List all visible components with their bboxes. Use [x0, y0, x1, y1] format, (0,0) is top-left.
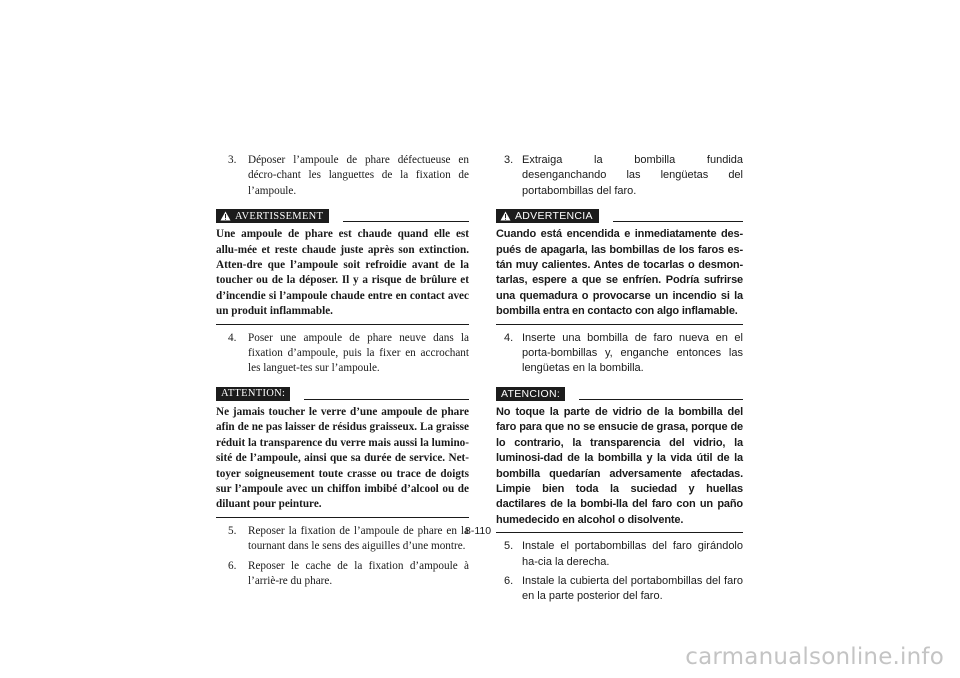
step-number: 3.: [504, 154, 514, 166]
warning-triangle-icon: [220, 211, 231, 221]
step-text: Instale el portabombillas del faro girándolo ha-cia la derecha.: [522, 540, 743, 568]
step-number: 5.: [228, 524, 237, 537]
step-text: Reposer le cache de la fixation d’ampoule à l’arriè-re du phare.: [248, 559, 469, 587]
step-text: Inserte una bombilla de faro nueva en el porta-bombillas y, enganche entonces las lengüetas en la bombilla.: [522, 331, 743, 375]
es-warning-badge: [496, 209, 599, 223]
es-step-5: [496, 539, 743, 570]
step-text: Reposer la fixation de l’ampoule de phare en la tournant dans le sens des aiguilles d’une montre.: [248, 524, 469, 553]
fr-step-6: [216, 559, 469, 590]
step-number: 6.: [504, 574, 514, 587]
french-column: [216, 153, 469, 593]
es-step-6: [496, 574, 743, 605]
fr-warning-text: Une ampoule de phare est chaude quand elle est allu-mée et reste chaude juste après son extinction. Atten-dre que l’ampoule soit refroidie avant de la toucher ou de la déposer. Il y a risque de brûlure et d’incendie si l’ampoule chaude entre en contact avec un produit inflammable.: [216, 227, 469, 324]
watermark: carmanualsonline.info: [685, 644, 944, 670]
step-text: Instale la cubierta del portabombillas del faro en la parte posterior del faro.: [522, 574, 743, 603]
step-number: 4.: [228, 331, 237, 344]
fr-warning-header: [216, 205, 469, 223]
page-number: 8-110: [465, 525, 492, 537]
divider: [613, 221, 743, 222]
fr-caution-badge: [216, 387, 290, 401]
fr-warning-badge: [216, 209, 329, 223]
es-warning-text: Cuando está encendida e inmediatamente des-pués de apagarla, las bombillas de los faros es-tán muy calientes. Antes de tocarlas o desmon-tarlas, espere a que se enfríen. Podría sufrirse una quemadura o provocarse un incendio si la bombilla entra en contacto con algo inflamable.: [496, 227, 743, 324]
es-caution-header: [496, 383, 743, 401]
step-number: 4.: [504, 331, 514, 344]
warning-triangle-icon: [500, 211, 511, 221]
es-caution-text: No toque la parte de vidrio de la bombilla del faro para que no se ensucie de grasa, porque de lo contrario, la transparencia del vidrio, la luminosi-dad de la bombilla y la vida útil de la bombilla quedarían adversamente afectadas. Limpie bien toda la suciedad y huellas dactilares de la bombi-lla del faro con un paño humedecido en alcohol o disolvente.: [496, 405, 743, 533]
fr-caution-header: [216, 383, 469, 401]
step-text: Déposer l’ampoule de phare défectueuse en décro-chant les languettes de la fixation de l’ampoule.: [248, 154, 469, 197]
es-step-3: [496, 153, 743, 199]
spanish-column: [496, 153, 743, 609]
fr-step-4: [216, 331, 469, 377]
divider: [579, 399, 743, 400]
step-text: Extraiga la bombilla fundida desenganchando las lengüetas del portabombillas del faro.: [522, 154, 743, 197]
caution-label: ATENCION:: [501, 387, 561, 400]
step-number: 3.: [228, 154, 237, 166]
es-step-4: [496, 331, 743, 377]
fr-step-5: [216, 524, 469, 555]
warning-label: AVERTISSEMENT: [235, 210, 324, 222]
warning-label: ADVERTENCIA: [515, 210, 593, 223]
es-caution-badge: [496, 387, 565, 401]
caution-label: ATTENTION:: [221, 388, 286, 400]
step-number: 5.: [504, 540, 514, 553]
step-text: Poser une ampoule de phare neuve dans la fixation d’ampoule, puis la fixer en accrochant les languet-tes sur l’ampoule.: [248, 331, 469, 375]
fr-step-3: [216, 153, 469, 199]
divider: [304, 399, 469, 400]
fr-caution-text: Ne jamais toucher le verre d’une ampoule de phare afin de ne pas laisser de résidus graisseux. La graisse réduit la transparence du verre mais aussi la lumino-sité de l’ampoule, ainsi que sa durée de service. Net-toyer soigneusement toute crasse ou trace de doigts sur l’ampoule avec un chiffon imbibé d’alcool ou de diluant pour peinture.: [216, 405, 469, 518]
divider: [343, 221, 469, 222]
step-number: 6.: [228, 559, 237, 572]
es-warning-header: [496, 205, 743, 223]
